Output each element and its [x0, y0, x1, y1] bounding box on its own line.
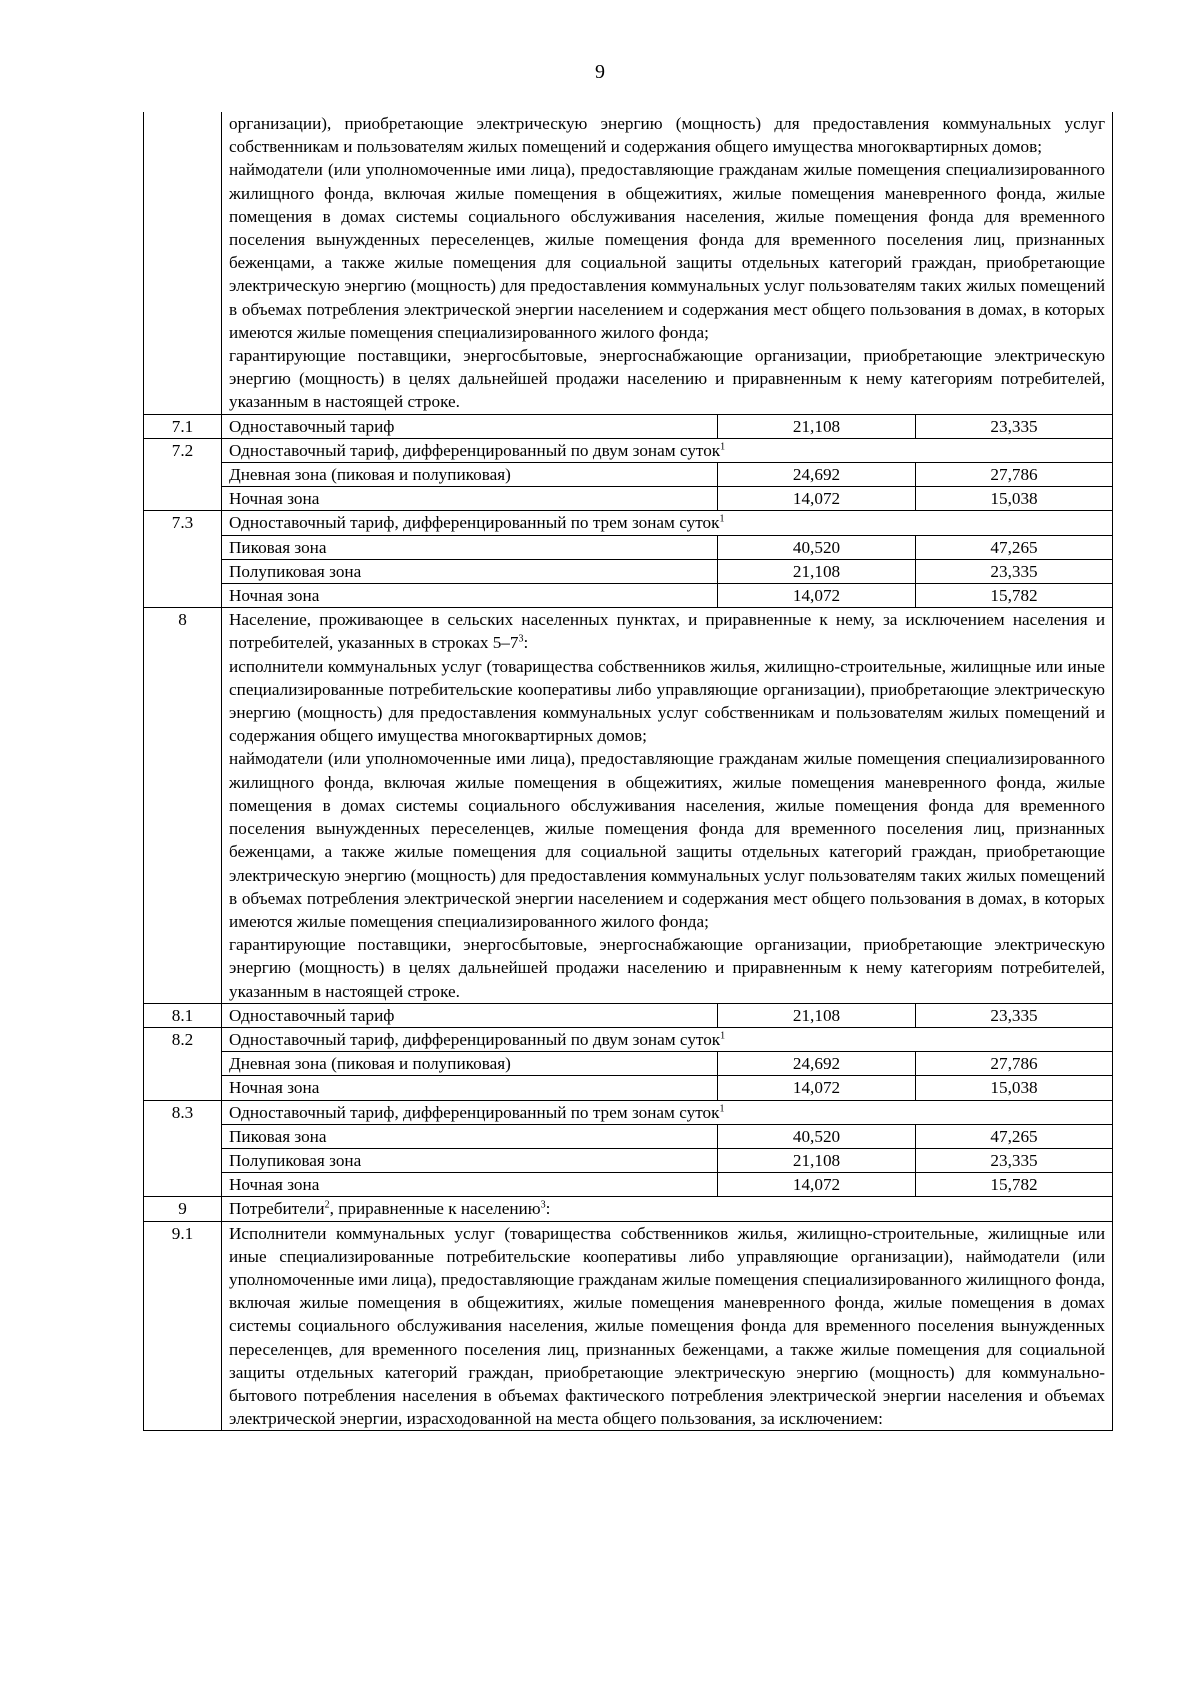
table-row	[144, 511, 1113, 535]
tariff-label: Дневная зона (пиковая и полупиковая)	[222, 463, 718, 487]
tariff-label: Одноставочный тариф	[222, 414, 718, 438]
tariff-value: 15,782	[916, 584, 1113, 608]
tariff-value: 40,520	[718, 1124, 916, 1148]
tariff-value: 14,072	[718, 487, 916, 511]
tariff-value: 15,782	[916, 1173, 1113, 1197]
tariff-value: 23,335	[916, 1003, 1113, 1027]
tariff-value: 23,335	[916, 559, 1113, 583]
paragraph: исполнители коммунальных услуг (товарищества собственников жилья, жилищно-строительные, жилищные или иные специализированные потребительские кооперативы либо управляющие организации), приобретающие электрическую энергию (мощность) для предоставления коммунальных услуг собственникам и пользователям жилых помещений и содержания общего имущества многоквартирных домов;	[229, 656, 1106, 746]
row-number: 9	[144, 1197, 222, 1221]
tariff-label: Пиковая зона	[222, 1124, 718, 1148]
row-number	[144, 584, 222, 608]
row-number-cell	[144, 112, 222, 414]
tariff-label: Полупиковая зона	[222, 1148, 718, 1172]
row-number: 8	[144, 608, 222, 1003]
tariff-group-label: Одноставочный тариф, дифференцированный по двум зонам суток$^1$	[222, 438, 1113, 462]
table-row	[144, 1027, 1113, 1051]
table-row	[144, 584, 1113, 608]
row-number	[144, 1148, 222, 1172]
tariff-value: 40,520	[718, 535, 916, 559]
paragraph: гарантирующие поставщики, энергосбытовые, энергоснабжающие организации, приобретающие электрическую энергию (мощность) в целях дальнейшей продажи населению и приравненным к нему категориям потребителей, указанным в настоящей строке.	[229, 346, 1106, 412]
row-number: 7.1	[144, 414, 222, 438]
row-9-1-text: Исполнители коммунальных услуг (товарищества собственников жилья, жилищно-строительные, жилищные или иные специализированные потребительские кооперативы либо управляющие организации), наймодатели (или уполномоченные ими лица), предоставляющие гражданам жилые помещения специализированного жилищного фонда, включая жилые помещения в общежитиях, жилые помещения маневренного фонда, жилые помещения в домах системы социального обслуживания населения, жилые помещения фонда для временного поселения вынужденных переселенцев, для временного поселения лиц, признанных беженцами, а также жилые помещения для социальной защиты отдельных категорий граждан, приобретающие электрическую энергию (мощность) для коммунально-бытового потребления населения в объемах фактического потребления электрической энергии населения и объемах электрической энергии, израсходованной на места общего пользования, за исключением:	[222, 1221, 1113, 1431]
table-row	[144, 438, 1113, 462]
tariff-value: 21,108	[718, 1003, 916, 1027]
row-number: 9.1	[144, 1221, 222, 1431]
table-row	[144, 1003, 1113, 1027]
table-row	[144, 559, 1113, 583]
table-row	[144, 1148, 1113, 1172]
table-row-9	[144, 1197, 1113, 1221]
tariff-value: 24,692	[718, 463, 916, 487]
tariff-label: Ночная зона	[222, 1173, 718, 1197]
tariff-value: 21,108	[718, 1148, 916, 1172]
table-row-9-1	[144, 1221, 1113, 1431]
row-number: 8.3	[144, 1100, 222, 1124]
tariff-table	[143, 112, 1113, 1431]
row-8-text-cell	[222, 608, 1113, 1003]
table-row	[144, 1052, 1113, 1076]
tariff-value: 27,786	[916, 1052, 1113, 1076]
tariff-label: Полупиковая зона	[222, 559, 718, 583]
tariff-group-label: Одноставочный тариф, дифференцированный по трем зонам суток$^1$	[222, 511, 1113, 535]
table-row	[144, 1100, 1113, 1124]
tariff-label: Пиковая зона	[222, 535, 718, 559]
table-row-continuation	[144, 112, 1113, 414]
row-number	[144, 535, 222, 559]
paragraph: организации), приобретающие электрическую энергию (мощность) для предоставления коммунальных услуг собственникам и пользователям жилых помещений и содержания общего имущества многоквартирных домов;	[229, 114, 1106, 157]
row-number	[144, 463, 222, 487]
tariff-value: 23,335	[916, 414, 1113, 438]
tariff-value: 14,072	[718, 1076, 916, 1100]
tariff-label: Ночная зона	[222, 487, 718, 511]
row-number: 8.1	[144, 1003, 222, 1027]
table-row	[144, 1124, 1113, 1148]
table-row	[144, 414, 1113, 438]
paragraph: наймодатели (или уполномоченные ими лица), предоставляющие гражданам жилые помещения специализированного жилищного фонда, включая жилые помещения в общежитиях, жилые помещения маневренного фонда, жилые помещения в домах системы социального обслуживания населения, жилые помещения фонда для временного поселения вынужденных переселенцев, жилые помещения фонда для временного поселения лиц, признанных беженцами, а также жилые помещения для социальной защиты отдельных категорий граждан, приобретающие электрическую энергию (мощность) для предоставления коммунальных услуг пользователям таких жилых помещений в объемах потребления электрической энергии населением и содержания мест общего пользования в домах, в которых имеются жилые помещения специализированного жилого фонда;	[229, 749, 1106, 931]
row-number	[144, 1076, 222, 1100]
tariff-value: 27,786	[916, 463, 1113, 487]
tariff-value: 14,072	[718, 1173, 916, 1197]
row-number: 7.2	[144, 438, 222, 462]
tariff-value: 47,265	[916, 535, 1113, 559]
table-row	[144, 1076, 1113, 1100]
tariff-value: 24,692	[718, 1052, 916, 1076]
tariff-value: 21,108	[718, 414, 916, 438]
tariff-label: Ночная зона	[222, 584, 718, 608]
page-number: 9	[595, 61, 605, 83]
row-8-intro: Население, проживающее в сельских населенных пунктах, и приравненные к нему, за исключением населения и потребителей, указанных в строках $5-7^3$:	[229, 610, 1106, 653]
table-row	[144, 1173, 1113, 1197]
table-row-8	[144, 608, 1113, 1003]
paragraph: наймодатели (или уполномоченные ими лица), предоставляющие гражданам жилые помещения специализированного жилищного фонда, включая жилые помещения в общежитиях, жилые помещения маневренного фонда, жилые помещения в домах системы социального обслуживания населения, жилые помещения фонда для временного поселения вынужденных переселенцев, жилые помещения фонда для временного поселения лиц, признанных беженцами, а также жилые помещения для социальной защиты отдельных категорий граждан, приобретающие электрическую энергию (мощность) для предоставления коммунальных услуг пользователям таких жилых помещений в объемах потребления электрической энергии населением и содержания мест общего пользования в домах, в которых имеются жилые помещения специализированного жилого фонда;	[229, 160, 1106, 342]
continuation-text-cell	[222, 112, 1113, 414]
tariff-label: Одноставочный тариф	[222, 1003, 718, 1027]
row-number: 7.3	[144, 511, 222, 535]
row-9-label: Потребители$^2$, приравненные к населению$^3$:	[222, 1197, 1113, 1221]
table-row	[144, 535, 1113, 559]
tariff-value: 14,072	[718, 584, 916, 608]
row-number	[144, 487, 222, 511]
row-number	[144, 559, 222, 583]
tariff-value: 15,038	[916, 1076, 1113, 1100]
row-number	[144, 1173, 222, 1197]
tariff-value: 23,335	[916, 1148, 1113, 1172]
tariff-label: Дневная зона (пиковая и полупиковая)	[222, 1052, 718, 1076]
tariff-group-label: Одноставочный тариф, дифференцированный по двум зонам суток$^1$	[222, 1027, 1113, 1051]
tariff-value: 47,265	[916, 1124, 1113, 1148]
tariff-group-label: Одноставочный тариф, дифференцированный по трем зонам суток$^1$	[222, 1100, 1113, 1124]
tariff-label: Ночная зона	[222, 1076, 718, 1100]
tariff-value: 15,038	[916, 487, 1113, 511]
row-number	[144, 1052, 222, 1076]
table-row	[144, 463, 1113, 487]
paragraph: гарантирующие поставщики, энергосбытовые, энергоснабжающие организации, приобретающие электрическую энергию (мощность) в целях дальнейшей продажи населению и приравненным к нему категориям потребителей, указанным в настоящей строке.	[229, 935, 1106, 1001]
tariff-value: 21,108	[718, 559, 916, 583]
table-row	[144, 487, 1113, 511]
row-number: 8.2	[144, 1027, 222, 1051]
row-number	[144, 1124, 222, 1148]
